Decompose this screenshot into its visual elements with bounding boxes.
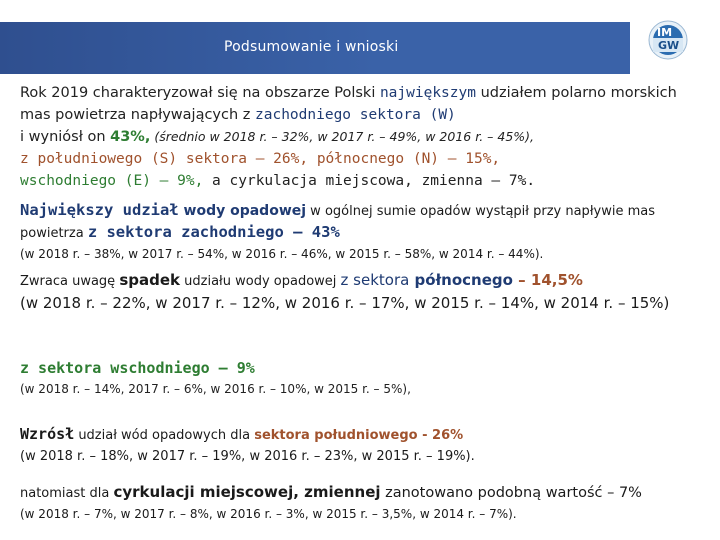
title-bar	[0, 22, 630, 74]
highlight-west-sector: zachodniego sektora (W)	[255, 107, 456, 123]
text: natomiast dla	[20, 486, 114, 501]
summary-paragraph-2	[20, 200, 700, 265]
highlight-largest: największym	[379, 85, 476, 101]
summary-paragraph-4	[20, 358, 700, 399]
slide-title: Podsumowanie i wnioski	[224, 39, 399, 55]
note-south-rain: (w 2018 r. – 18%, w 2017 r. – 19%, w 2016 r. – 23%, w 2015 r. – 19%).	[20, 449, 475, 464]
value-north: północnego (N) – 15%,	[308, 151, 501, 167]
summary-paragraph-3	[20, 270, 700, 315]
value-variable: zmienna – 7%.	[421, 173, 536, 189]
note-local-circulation: (w 2018 r. – 7%, w 2017 r. – 8%, w 2016 r. – 3%, w 2015 r. – 3,5%, w 2014 r. – 7%).	[20, 507, 517, 521]
text: w ogólnej sumie opadów wystąpił przy napływie mas powietrza	[20, 204, 655, 241]
note-north-rain: (w 2018 r. – 22%, w 2017 r. – 12%, w 2016 r. – 17%, w 2015 r. – 14%, w 2014 r. – 15%)	[20, 294, 670, 312]
note-east-rain: (w 2018 r. – 14%, 2017 r. – 6%, w 2016 r. – 10%, w 2015 r. – 5%),	[20, 382, 411, 396]
text-local-circulation: cyrkulacji miejscowej, zmiennej	[113, 483, 381, 501]
text-sector: z sektora	[340, 271, 410, 289]
text: Zwraca uwagę	[20, 274, 120, 289]
imgw-logo	[648, 20, 688, 60]
value-south: z południowego (S) sektora – 26%,	[20, 151, 309, 167]
note-west-rain: (w 2018 r. – 38%, w 2017 r. – 54%, w 2016 r. – 46%, w 2015 r. – 58%, w 2014 r. – 44%).	[20, 247, 544, 261]
text: udział wód opadowych dla	[74, 428, 255, 443]
value-west-rain: z sektora zachodniego – 43%	[87, 223, 340, 241]
value-local-circulation: zanotowano podobną wartość – 7%	[380, 485, 642, 501]
summary-paragraph-1	[20, 82, 700, 192]
value-west: 43%,	[110, 129, 151, 145]
note-west: (średnio w 2018 r. – 32%, w 2017 r. – 49%, w 2016 r. – 45%),	[150, 129, 535, 144]
text: a cyrkulacja miejscowa,	[203, 173, 422, 189]
heading-largest-share: Największy udział	[20, 201, 179, 219]
value-south-rain: - 26%	[417, 428, 464, 443]
summary-paragraph-6	[20, 482, 700, 525]
text-rainwater: wody opadowej	[178, 203, 307, 219]
text: udziałem polarno morskich mas powietrza napływających z	[20, 85, 677, 123]
text: udziału wody opadowej	[180, 274, 341, 289]
value-east-rain: z sektora wschodniego – 9%	[20, 359, 255, 377]
text-decrease: spadek	[119, 271, 181, 289]
text-increase: Wzrósł	[20, 425, 75, 443]
value-east: wschodniego (E) – 9%,	[20, 173, 204, 189]
logo-text-top: IM	[657, 26, 673, 39]
text: Rok 2019 charakteryzował się na obszarze Polski	[20, 85, 380, 101]
text-south-sector: sektora południowego	[254, 428, 418, 443]
value-north-rain: – 14,5%	[512, 271, 583, 289]
logo-text-bottom: GW	[658, 39, 680, 52]
text-north: północnego	[409, 271, 513, 289]
logo-text	[648, 20, 688, 60]
summary-paragraph-5	[20, 424, 700, 467]
text: i wyniósł on	[20, 129, 111, 145]
